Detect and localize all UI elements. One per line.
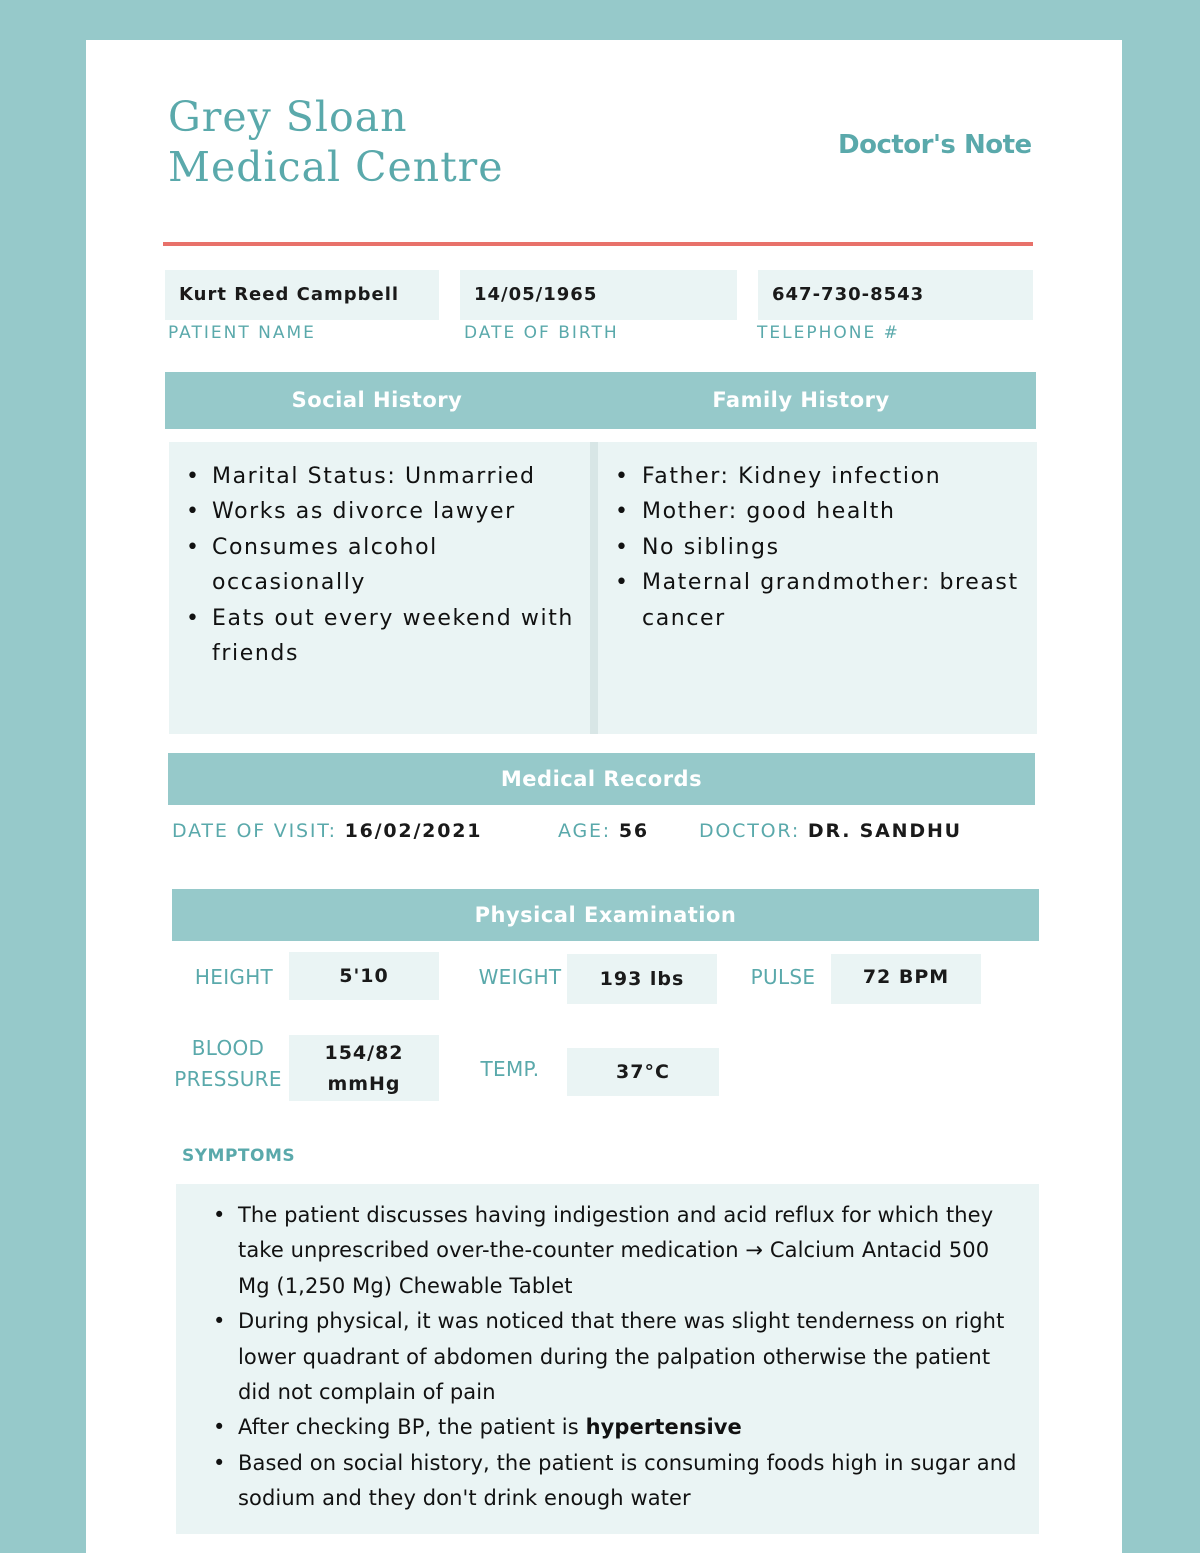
date-of-birth-label: DATE OF BIRTH	[464, 323, 619, 343]
visit-date-value: 16/02/2021	[344, 820, 483, 842]
list-item: • During physical, it was noticed that there was slight tenderness on right lower quadrant of abdomen during the palpation otherwise the patient did not complain of pain	[176, 1304, 1039, 1410]
list-item: • Eats out every weekend with friends	[169, 601, 590, 672]
visit-date-label: DATE OF VISIT:	[172, 820, 337, 842]
patient-name-label: PATIENT NAME	[168, 323, 316, 343]
symptoms-heading: SYMPTOMS	[182, 1146, 296, 1166]
list-item: • Mother: good health	[598, 494, 1037, 529]
date-of-birth-field: 14/05/1965	[460, 270, 737, 320]
list-item: • No siblings	[598, 530, 1037, 565]
age-value: 56	[618, 820, 649, 842]
list-item: • Father: Kidney infection	[598, 459, 1037, 494]
symptoms-list	[176, 1184, 1039, 1517]
list-item: • The patient discusses having indigestion and acid reflux for which they take unprescribed over-the-counter medication → Calcium Antacid 500 Mg (1,250 Mg) Chewable Tablet	[176, 1198, 1039, 1304]
blood-pressure-label	[172, 1033, 284, 1095]
family-history-list	[598, 442, 1037, 636]
height-value: 5'10	[289, 952, 439, 1000]
pulse-label: PULSE	[750, 965, 816, 989]
medical-records-heading: Medical Records	[168, 753, 1035, 805]
blood-pressure-reading: 154/82	[324, 1042, 404, 1064]
family-history-panel	[598, 442, 1037, 734]
weight-value: 193 lbs	[567, 954, 717, 1004]
doctors-note-sheet	[86, 40, 1122, 1553]
doctor-label: DOCTOR:	[699, 820, 801, 842]
family-history-heading: Family History	[712, 388, 890, 412]
blood-pressure-label-line-1: BLOOD	[191, 1036, 265, 1060]
doctor-value: DR. SANDHU	[807, 820, 962, 842]
list-item: • Maternal grandmother: breast cancer	[598, 565, 1037, 636]
physical-examination-heading: Physical Examination	[172, 889, 1039, 941]
blood-pressure-unit: mmHg	[327, 1073, 401, 1095]
temperature-value: 37°C	[567, 1048, 719, 1096]
list-item: • Consumes alcohol occasionally	[169, 530, 590, 601]
attending-doctor	[699, 820, 962, 842]
document-title: Doctor's Note	[838, 130, 1032, 160]
hypertensive-emphasis: hypertensive	[585, 1415, 742, 1440]
blood-pressure-label-line-2: PRESSURE	[174, 1067, 282, 1091]
social-history-heading: Social History	[291, 388, 463, 412]
patient-age	[558, 820, 649, 842]
telephone-label: TELEPHONE #	[757, 323, 900, 343]
clinic-name: Grey Sloan Medical Centre	[168, 93, 504, 191]
list-item	[176, 1410, 1039, 1445]
social-history-panel	[169, 442, 590, 734]
list-item: • Works as divorce lawyer	[169, 494, 590, 529]
height-label: HEIGHT	[194, 965, 274, 989]
patient-name-field: Kurt Reed Campbell	[165, 270, 439, 320]
pulse-value: 72 BPM	[831, 954, 981, 1004]
symptom-text: After checking BP, the patient is	[238, 1415, 586, 1440]
social-history-list	[169, 442, 590, 671]
header-divider	[163, 242, 1033, 246]
history-header-band	[165, 372, 1036, 429]
visit-date	[172, 820, 482, 842]
age-label: AGE:	[558, 820, 611, 842]
telephone-field: 647-730-8543	[758, 270, 1033, 320]
temperature-label: TEMP.	[480, 1057, 540, 1081]
list-item: • Marital Status: Unmarried	[169, 459, 590, 494]
history-divider	[590, 442, 598, 734]
list-item: • Based on social history, the patient is consuming foods high in sugar and sodium and they don't drink enough water	[176, 1446, 1039, 1517]
symptoms-panel	[176, 1184, 1039, 1534]
blood-pressure-value	[289, 1035, 439, 1101]
weight-label: WEIGHT	[478, 965, 562, 989]
